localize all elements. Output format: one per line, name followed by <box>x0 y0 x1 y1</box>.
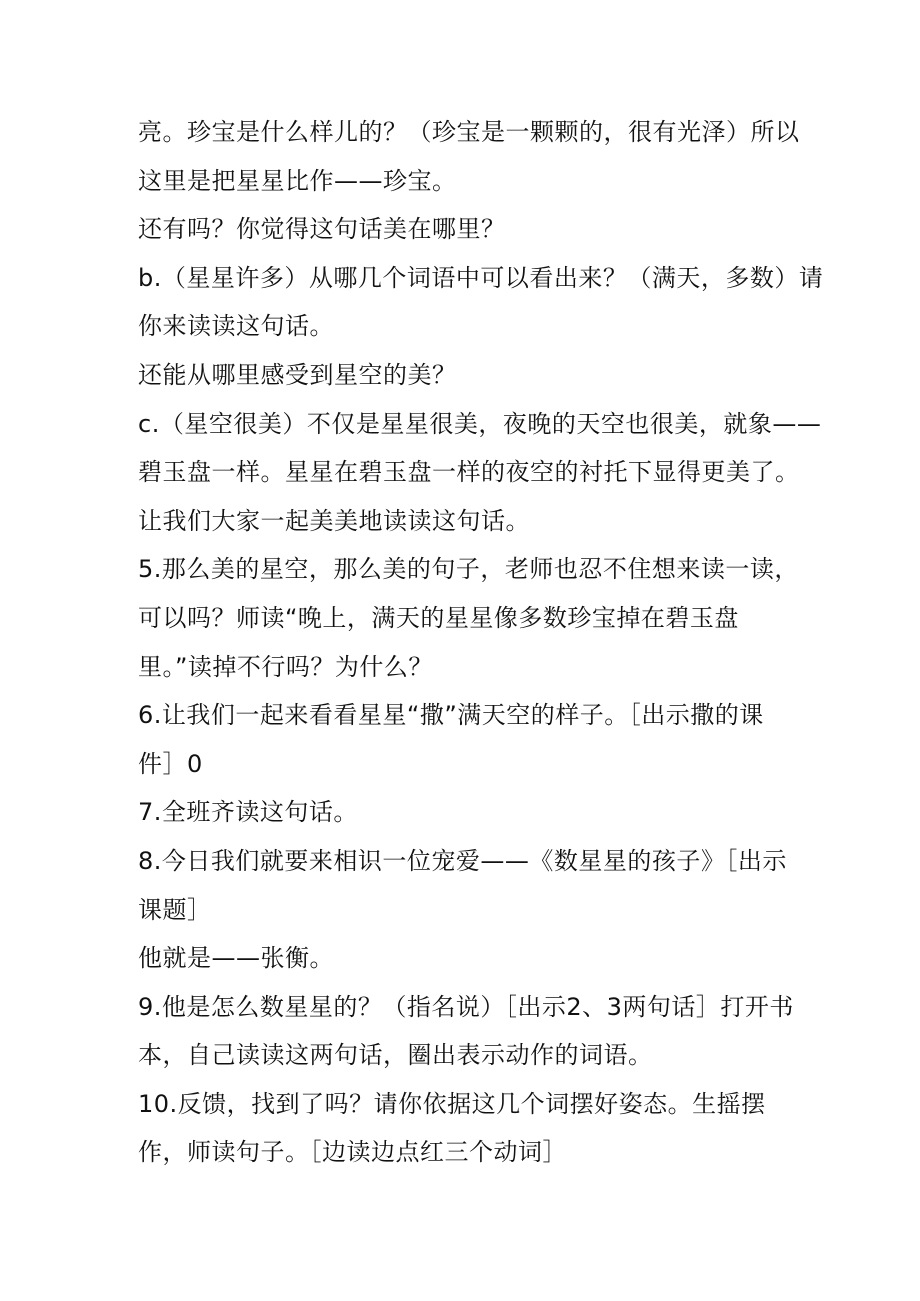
text-line: 5.那么美的星空，那么美的句子，老师也忍不住想来读一读， <box>138 555 799 584</box>
text-line: 10.反馈，找到了吗？请你依据这几个词摆好姿态。生摇摆 <box>138 1089 766 1118</box>
text-line: 9.他是怎么数星星的？（指名说）［出示2、3两句话］打开书 <box>138 992 794 1021</box>
text-line: 这里是把星星比作——珍宝。 <box>138 166 457 195</box>
text-line: 件］0 <box>138 749 203 778</box>
text-line: 8.今日我们就要来相识一位宠爱——《数星星的孩子》［出示 <box>138 846 787 875</box>
text-line: 6.让我们一起来看看星星“撒”满天空的样子。［出示撒的课 <box>138 701 764 730</box>
text-line: 碧玉盘一样。星星在碧玉盘一样的夜空的衬托下显得更美了。 <box>138 458 800 487</box>
text-line: 本，自己读读这两句话，圈出表示动作的词语。 <box>138 1041 653 1070</box>
text-line: 还有吗？你觉得这句话美在哪里？ <box>138 215 506 244</box>
text-line: 你来读读这句话。 <box>138 312 334 341</box>
text-line: 可以吗？师读“晚上，满天的星星像多数珍宝掉在碧玉盘 <box>138 603 739 632</box>
text-line: b.（星星许多）从哪几个词语中可以看出来？（满天，多数）请 <box>138 263 824 292</box>
text-line: 7.全班齐读这句话。 <box>138 798 358 827</box>
text-line: 亮。珍宝是什么样儿的？（珍宝是一颗颗的，很有光泽）所以 <box>138 118 800 146</box>
text-line: 还能从哪里感受到星空的美？ <box>138 360 457 389</box>
document-body <box>138 108 824 1177</box>
text-line: 让我们大家一起美美地读读这句话。 <box>138 506 530 535</box>
text-line: 课题］ <box>138 895 212 924</box>
text-line: 作，师读句子。［边读边点红三个动词］ <box>138 1138 567 1167</box>
text-line: 他就是——张衡。 <box>138 944 334 973</box>
text-line: c.（星空很美）不仅是星星很美，夜晚的天空也很美，就象—— <box>138 409 822 438</box>
text-line: 里。”读掉不行吗？为什么？ <box>138 652 433 681</box>
